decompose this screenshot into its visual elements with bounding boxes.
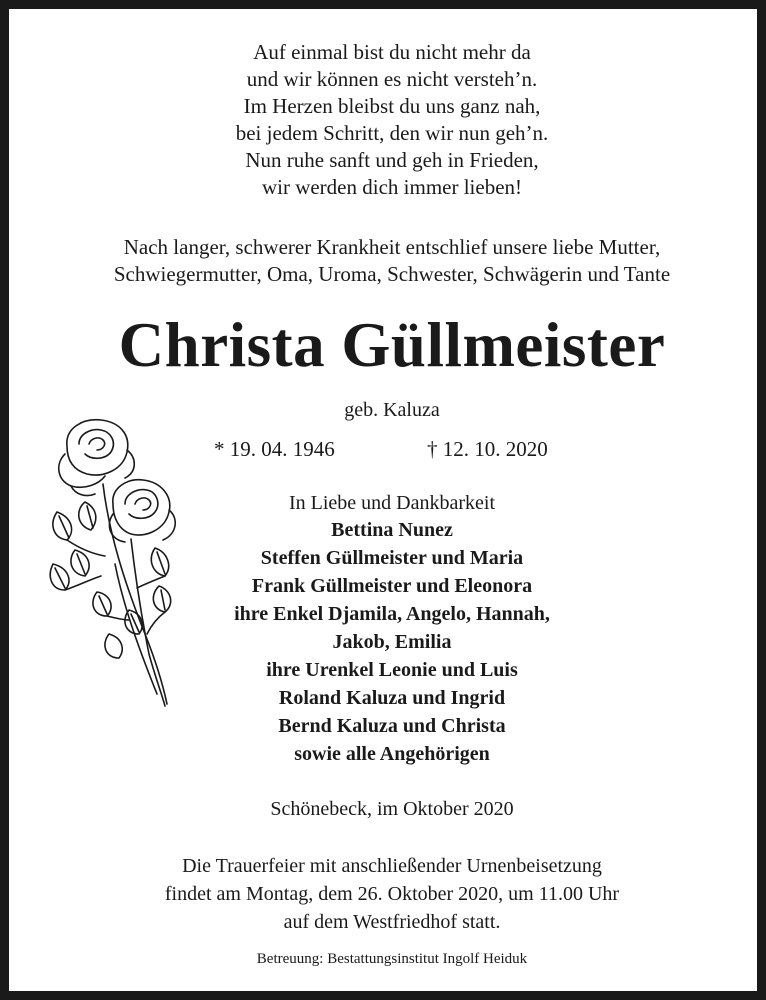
poem-line: und wir können es nicht versteh’n. <box>246 67 538 91</box>
intro-line: Nach langer, schwerer Krankheit entschlief unsere liebe Mutter, <box>123 235 661 259</box>
mourner-name: sowie alle Angehörigen <box>294 743 490 765</box>
mourner-name: Roland Kaluza und Ingrid <box>278 687 506 709</box>
mourner-name: Frank Güllmeister und Eleonora <box>251 575 533 597</box>
poem-line: Im Herzen bleibst du uns ganz nah, <box>243 94 541 118</box>
poem-line: bei jedem Schritt, den wir nun geh’n. <box>235 121 549 145</box>
poem-line: wir werden dich immer lieben! <box>261 175 523 199</box>
intro-line: Schwiegermutter, Oma, Uroma, Schwester, Schwägerin und Tante <box>113 262 671 286</box>
funeral-line: findet am Montag, dem 26. Oktober 2020, um 11.00 Uhr <box>164 883 620 905</box>
mourner-name: Steffen Güllmeister und Maria <box>260 547 524 569</box>
mourner-name: Jakob, Emilia <box>332 631 452 653</box>
deceased-name: Christa Güllmeister <box>118 310 666 380</box>
mourner-name: Bettina Nunez <box>331 519 453 541</box>
mourner-name: ihre Urenkel Leonie und Luis <box>266 659 518 681</box>
undertaker: Betreuung: Bestattungsinstitut Ingolf Heiduk <box>256 951 528 967</box>
mourner-name: ihre Enkel Djamila, Angelo, Hannah, <box>234 603 550 625</box>
poem-line: Nun ruhe sanft und geh in Frieden, <box>245 148 539 172</box>
death-date: † 12. 10. 2020 <box>427 437 548 461</box>
poem-line: Auf einmal bist du nicht mehr da <box>253 40 531 64</box>
maiden-name: geb. Kaluza <box>344 399 440 421</box>
funeral-line: Die Trauerfeier mit anschließender Urnenbeisetzung <box>182 855 602 877</box>
mourners-label: In Liebe und Dankbarkeit <box>288 492 496 514</box>
place-date: Schönebeck, im Oktober 2020 <box>270 798 514 820</box>
mourner-name: Bernd Kaluza und Christa <box>278 715 506 737</box>
funeral-line: auf dem Westfriedhof statt. <box>283 911 501 933</box>
birth-date: * 19. 04. 1946 <box>214 437 335 461</box>
